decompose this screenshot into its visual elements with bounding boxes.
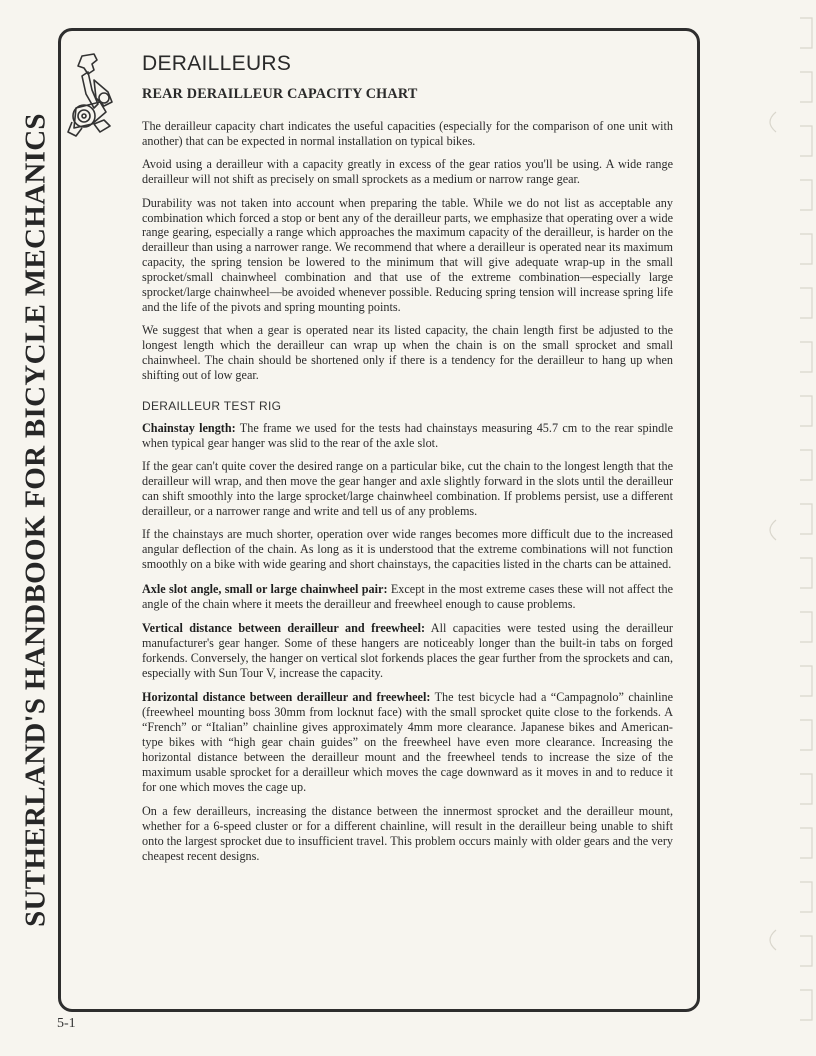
chainstay-paragraph-3: If the chainstays are much shorter, operation over wide ranges becomes more difficult due to the increased angular deflection of the chain. As long as it is understood that the extreme combinations will not function smoothly on a bike with wide gearing and short chainstays, the capacities listed in the charts can be attained. xyxy=(142,527,673,572)
sidebar-title-text: SUTHERLAND'S HANDBOOK FOR BICYCLE MECHANICS xyxy=(19,113,52,927)
chainstay-paragraph xyxy=(142,421,673,451)
intro-paragraph-1: The derailleur capacity chart indicates the useful capacities (especially for the comparison of one unit with another) that can be expected in normal installation on typical bikes. xyxy=(142,119,673,148)
page-title: DERAILLEURS xyxy=(142,52,292,75)
axle-paragraph xyxy=(142,582,673,612)
horizontal-paragraph xyxy=(142,690,673,794)
axle-text: Except in the most extreme cases these will not affect the angle of the chain where it meets the derailleur and freewheel enough to cause problems. xyxy=(142,581,674,611)
page-number: 5-1 xyxy=(57,1016,76,1031)
intro-paragraph-2: Avoid using a derailleur with a capacity greatly in excess of the gear ratios you'll be using. A wide range derailleur will not shift as precisely on small sprockets as a medium or narrow range gear. xyxy=(142,157,673,187)
horizontal-text: The test bicycle had a “Campagnolo” chainline (freewheel mounting boss 30mm from locknut face) with the small sprocket quite close to the forkends. A “French” or “Italian” chainline gives approximately 4mm more clearance. Japanese bikes and American-type bikes with “high gear chain guides” on the freewheel have even more clearance. Increasing the horizontal distance between the derailleur mount and the freewheel tends to increase the size of the maximum usable sprocket for a derailleur which moves the cage downward as it moves in and to reduce it for one which moves the cage up. xyxy=(142,690,673,794)
vertical-paragraph xyxy=(142,621,673,681)
main-content xyxy=(142,52,673,872)
chainstay-paragraph-2: If the gear can't quite cover the desired range on a particular bike, cut the chain to the longest length that the derailleur will wrap, and then move the gear hanger and axle slightly forward in the slots until the derailleur can shift smoothly into the large sprocket/large chainwheel combination. If problems persist, use a different derailleur, or a narrower range and write and tell us of any problems. xyxy=(142,459,673,519)
vertical-text: All capacities were tested using the derailleur manufacturer's gear hanger. Some of these hangers are noticeably longer than the built-in tabs on forged forkends. Conversely, the hanger on vertical slot forkends places the gear further from the sprockets and can, especially with Sun Tour V, increase the capacity. xyxy=(142,620,673,680)
chainstay-text: The frame we used for the tests had chainstays measuring 45.7 cm to the rear spindle when typical gear hanger was slid to the rear of the axle slot. xyxy=(142,421,673,450)
final-paragraph: On a few derailleurs, increasing the distance between the innermost sprocket and the derailleur mount, whether for a 6-speed cluster or for a different chainline, will result in the derailleur being unable to shift onto the largest sprocket due to insufficient travel. This problem occurs mainly with older gears and the very cheapest recent designs. xyxy=(142,803,673,863)
chainstay-label: Chainstay length: xyxy=(142,421,236,435)
axle-label: Axle slot angle, small or large chainwheel pair: xyxy=(142,581,388,596)
page-subtitle: REAR DERAILLEUR CAPACITY CHART xyxy=(142,86,418,102)
intro-paragraph-3: Durability was not taken into account when preparing the table. While we do not list as acceptable any combination which forced a stop or bent any of the derailleur parts, we emphasize that operating over a wide range gearing, especially a range which approaches the maximum capacity of the derailleur, is harder on the derailleur than using a narrower range. We recommend that where a derailleur is operated near its maximum capacity, the spring tension be lowered to the minimum that will give adequate wrap-up in the small sprocket/small chainwheel combination and that use of the extreme combination—especially large sprocket/large chainwheel—be avoided whenever possible. Reducing spring tension will increase spring life and the life of the pivots and spring mounting points. xyxy=(142,195,673,314)
binder-holes xyxy=(756,0,816,1056)
horizontal-label: Horizontal distance between derailleur and freewheel: xyxy=(142,690,431,705)
derailleur-illustration-icon xyxy=(64,50,134,138)
intro-paragraph-4: We suggest that when a gear is operated near its listed capacity, the chain length first be adjusted to the longest length which the derailleur can wrap up when the chain is on the small sprocket and small chainwheel. The chain should be shortened only if there is a tendency for the derailleur to hang up when shifting out of low gear. xyxy=(142,323,673,383)
section-heading: DERAILLEUR TEST RIG xyxy=(142,399,282,413)
vertical-label: Vertical distance between derailleur and freewheel: xyxy=(142,620,426,635)
